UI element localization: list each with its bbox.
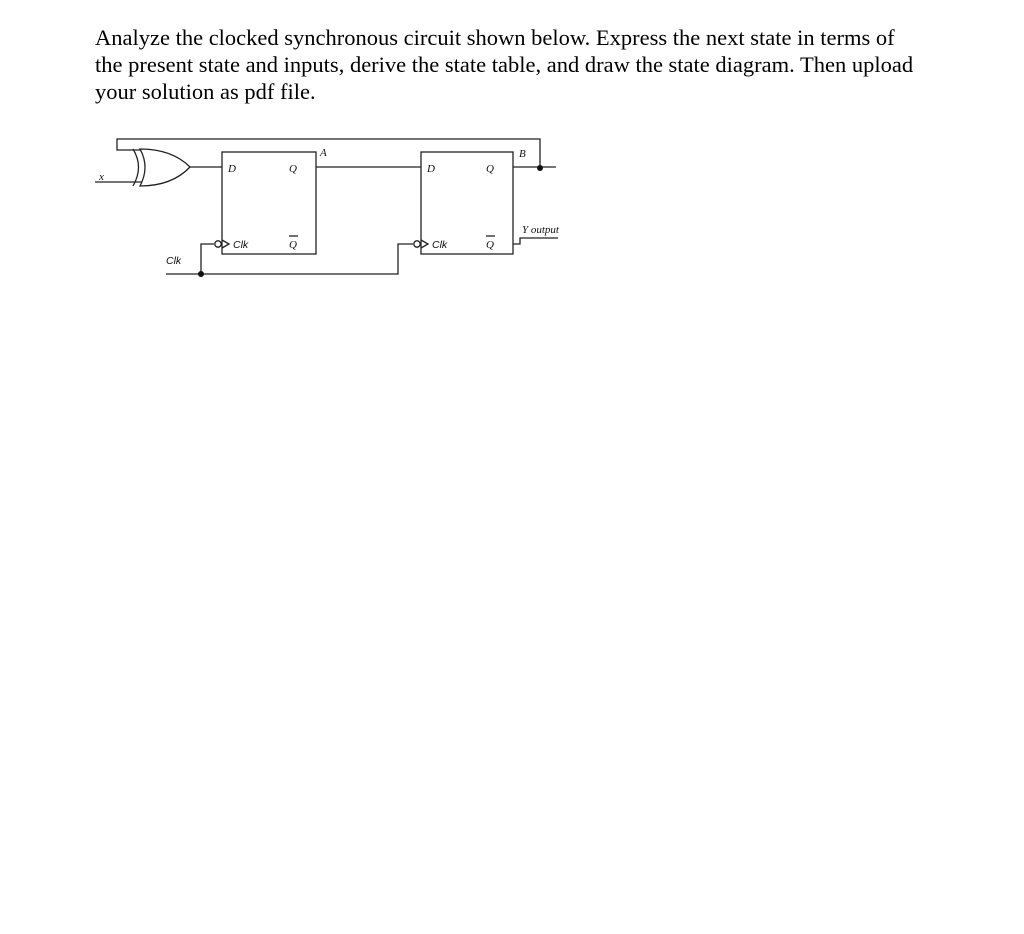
state-a-label: A — [320, 147, 327, 159]
xor-gate-back-curve — [133, 149, 139, 186]
flipflop-a-qbar-label: Q — [289, 239, 297, 251]
flipflop-a — [215, 152, 316, 254]
question-text: Analyze the clocked synchronous circuit shown below. Express the next state in terms of the present state and inputs, derive the state table, and draw the state diagram. Then upload your solution as pdf file. — [95, 25, 914, 104]
flipflop-b-q-label: Q — [486, 163, 494, 175]
flipflop-b — [414, 152, 513, 254]
state-b-label: B — [519, 148, 526, 160]
flipflop-a-clock-bubble — [215, 241, 221, 247]
flipflop-b-clock-triangle — [421, 240, 428, 248]
flipflop-b-clk-label: Clk — [432, 239, 448, 251]
feedback-wire — [117, 139, 540, 168]
flipflop-a-q-label: Q — [289, 163, 297, 175]
clock-junction-dot — [198, 271, 204, 277]
flipflop-b-clock-bubble — [414, 241, 420, 247]
flipflop-b-qbar-label: Q — [486, 239, 494, 251]
xor-gate-body — [140, 149, 190, 186]
xor-gate — [133, 149, 190, 186]
b-junction-dot — [537, 165, 543, 171]
clock-label: Clk — [166, 255, 182, 267]
y-output-wire — [513, 238, 558, 244]
flipflop-a-d-label: D — [228, 163, 236, 175]
x-input-label: x — [99, 171, 104, 183]
flipflop-a-clk-label: Clk — [233, 239, 249, 251]
flipflop-a-clock-triangle — [222, 240, 229, 248]
y-output-label: Y output — [522, 224, 559, 236]
flipflop-b-d-label: D — [427, 163, 435, 175]
